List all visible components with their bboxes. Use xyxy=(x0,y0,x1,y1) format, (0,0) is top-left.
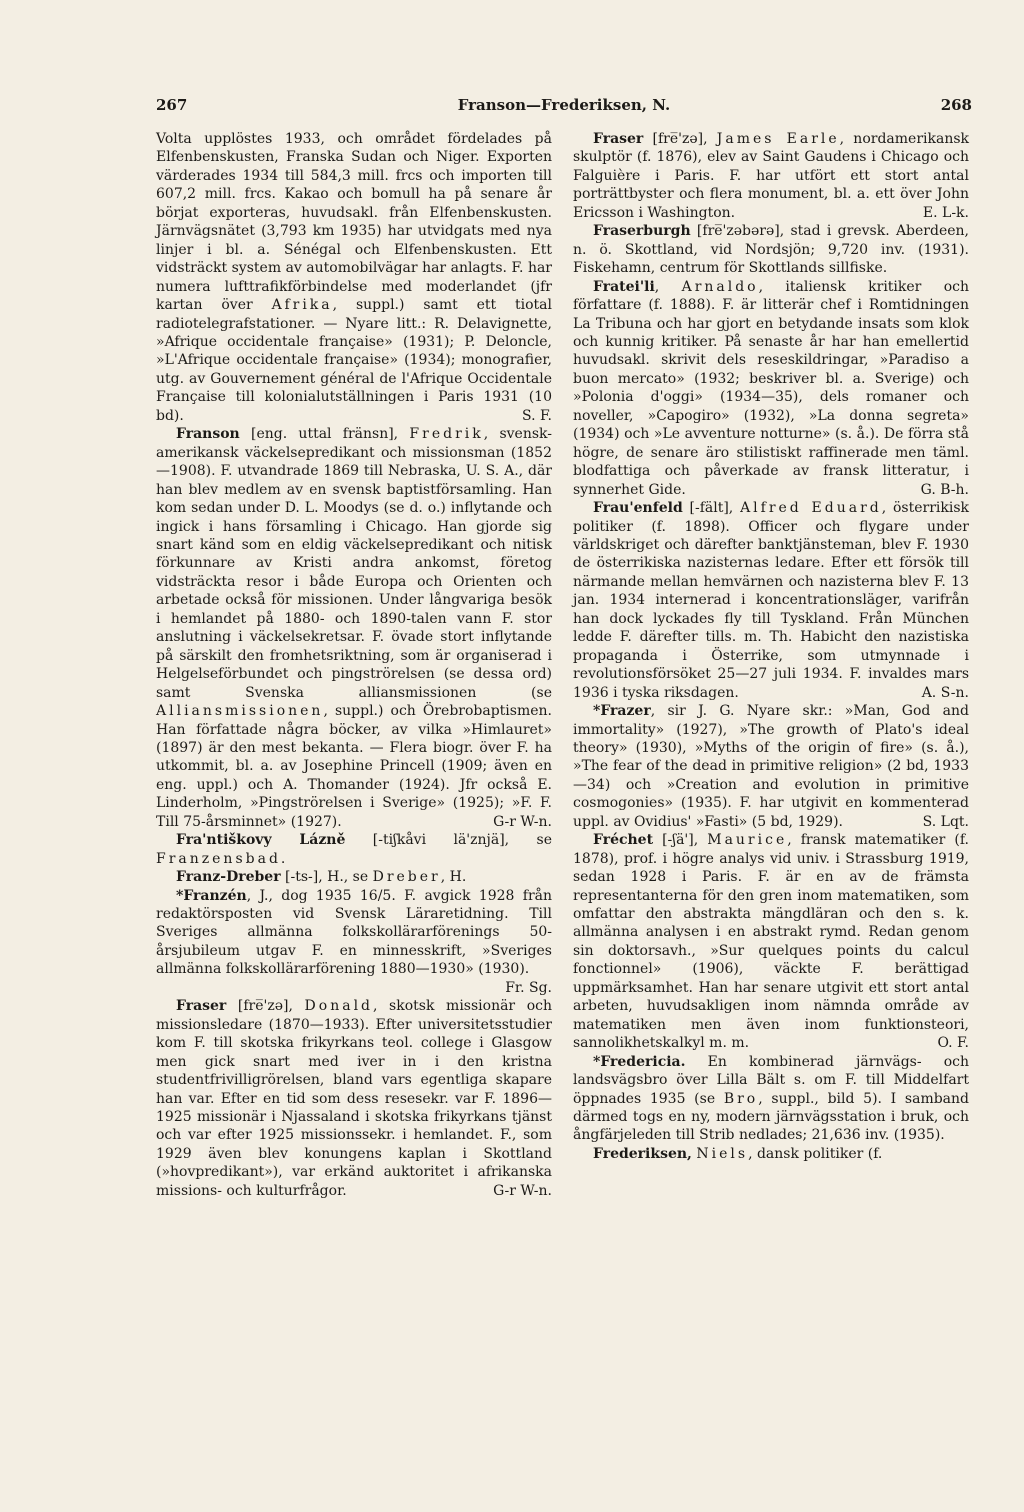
entry-frederiksen: Frederiksen, Niels, dansk politiker (f. xyxy=(593,1145,883,1162)
entry-frazer: *Frazer, sir J. G. Nyare skr.: »Man, God and immortality» (1927), »The growth of Plato's ideal theory» (1930), »Myths of the origin of fire» (s. å.), »The fear of the dead in primitive religion» (2 bd, 1933—34) och »Creation and evolution in primitive cosmogonies» (1935). F. har utgivit en kommenterad uppl. av Ovidius' »Fasti» (5 bd, 1929). S. Lqt. xyxy=(573,703,969,830)
headword: Fraser xyxy=(176,998,227,1015)
entry-frantiskovy-lazne: Fra'ntiškovy Lázně [-tiʃkåvi lä'znjä], se Franzensbad. xyxy=(156,832,552,867)
headword: Fréchet xyxy=(593,832,654,849)
entry-frechet: Fréchet [-ʃä'], Maurice, fransk matematiker (f. 1878), prof. i högre analys vid univ. i Strassburg 1919, sedan 1928 i Paris. F. är en av de främsta representanterna för den gren inom matematiken, som omfattar den abstrakta mängdläran och den s. k. allmänna analysen i en abstrakt rymd. Redan genom sin doktorsavh., »Sur quelques points du calcul fonctionnel» (1906), väckte F. berättigad uppmärksamhet. Han har senare utgivit ett stort antal arbeten, huvudsakligen inom nämnda område av matematiken men även inom funktionsteori, sannolikhetskalkyl m. m. O. F. xyxy=(573,832,969,1052)
headword: Fratei'li xyxy=(593,278,655,295)
page-number-right: 268 xyxy=(940,96,972,114)
headword: Fra'ntiškovy Lázně xyxy=(176,832,346,849)
headword: Franson xyxy=(176,426,240,443)
headword: Fraserburgh xyxy=(593,223,691,240)
author-signature: O. F. xyxy=(937,1035,969,1052)
headword: Frau'enfeld xyxy=(593,500,683,517)
author-signature: E. L-k. xyxy=(922,204,969,221)
headword: *Fredericia. xyxy=(593,1053,686,1070)
entry-franson: Franson [eng. uttal fränsn], Fredrik, svensk-amerikansk väckelsepredikant och missionsman (1852—1908). F. utvandrade 1869 till Nebraska, U. S. A., där han blev medlem av en svensk baptistförsamling. Han kom sedan under D. L. Moodys (se d. o.) inflytande och ingick i hans församling i Chicago. Han gjorde sig snart känd som en eldig väckelsepredikant och nitisk förkunnare av Kristi andra ankomst, företog vidsträckta resor i både Europa och Orienten och arbetade också för missionen. Under långvariga besök i hemlandet på 1880- och 1890-talen vann F. stor anslutning i väckelsekretsar. F. övade stort inflytande på särskilt den fromhetsriktning, som är organiserad i Helgelseförbundet och pingströrelsen (se dessa ord) samt Svenska alliansmissionen (se Alliansmissionen, suppl.) och Örebrobaptismen. Han författade några böcker, av vilka »Himlauret» (1897) är den mest bekanta. — Flera biogr. över F. ha utkommit, bl. a. av Josephine Princell (1909; även en eng. uppl.) och A. Thomander (1924). Jfr också E. Linderholm, »Pingströrelsen i Sverige» (1925); »F. F. Till 75-årsminnet» (1927). G-r W-n. xyxy=(156,426,552,830)
headword: *Franzén xyxy=(176,887,247,904)
entry-frauenfeld: Frau'enfeld [-fält], Alfred Eduard, österrikisk politiker (f. 1898). Officer och flygare under världskriget och därefter banktjänsteman, blev F. 1930 de österrikiska nazisternas ledare. Efter ett försök till närmande mellan hemvärnen och nazisterna blev F. 13 jan. 1934 internerad i koncentrationsläger, varifrån han dock lyckades fly till Tyskland. Från München ledde F. därefter tills. m. Th. Habicht den nazistiska propaganda i Österrike, som utmynnade i revolutionsförsöket 25—27 juli 1934. F. invaldes mars 1936 i tyska riksdagen. A. S-n. xyxy=(573,500,970,701)
page-number-left: 267 xyxy=(156,96,188,114)
headword: *Frazer xyxy=(593,703,651,720)
author-signature: G-r W-n. xyxy=(493,813,552,830)
author-signature: S. Lqt. xyxy=(922,813,969,830)
author-signature: Fr. Sg. xyxy=(505,979,552,996)
entry-franzen: *Franzén, J., dog 1935 16/5. F. avgick 1928 från redaktörsposten vid Svensk Läraretidning. Till Sveriges allmänna folkskollärarförenings 50-årsjubileum utgav F. en minnesskrift, »Sveriges allmänna folkskollärarförening 1880—1930» (1930). Fr. Sg. xyxy=(156,887,552,996)
entry-fraser-donald: Fraser [fre̅'zə], Donald, skotsk missionär och missionsledare (1870—1933). Efter universitetsstudier kom F. till skotska frikyrkans teol. college i Glasgow men gick snart med iver in i den kristna studentfrivilligrörelsen, bland vars egentliga skapare han var. Efter en tid som dess resesekr. var F. 1896—1925 missionär i Njassaland i skotska frikyrkans tjänst och var efter 1925 missionssekr. i hemlandet. F., som 1929 även blev konungens kaplan i Skottland (»hovpredikant»), var erkänd auktoritet i afrikanska missions- och kulturfrågor. G-r W-n. xyxy=(156,998,552,1199)
left-column xyxy=(156,130,552,1200)
right-column xyxy=(573,130,969,1163)
page-header xyxy=(156,96,972,120)
author-signature: G-r W-n. xyxy=(493,1182,552,1199)
headword: Franz-Dreber xyxy=(176,869,281,886)
entry-frateili: Fratei'li, Arnaldo, italiensk kritiker och författare (f. 1888). F. är litterär chef i Romtidningen La Tribuna och har gjort en betydande insats som klok och kunnig kritiker. På senaste år har han emellertid huvudsakl. skrivit dels reseskildringar, »Paradiso a buon mercato» (1932; beskriver bl. a. Sverige) och »Polonia d'oggi» (1934—35), dels romaner och noveller, »Capogiro» (1932), »La donna segreta» (1934) och »Le avventure notturne» (s. å.). De förra stå högre, de senare äro stilistiskt raffinerade men täml. blodfattiga och påverkade av fransk litteratur, i synnerhet Gide. G. B-h. xyxy=(573,278,969,498)
headword: Frederiksen, xyxy=(593,1145,692,1162)
entry-volta-continuation: Volta upplöstes 1933, och området fördelades på Elfenbenskusten, Franska Sudan och Niger. Exporten värderades 1934 till 584,3 mill. frcs och importen till 607,2 mill. frcs. Kakao och bomull ha på senare år börjat exporteras, huvudsakl. från Elfenbenskusten. Järnvägsnätet (3,793 km 1935) har utvidgats med nya linjer i bl. a. Sénégal och Elfenbenskusten. Ett vidsträckt system av automobilvägar har anlagts. F. har numera lufttrafikförbindelse med moderlandet (jfr kartan över Afrika, suppl.) samt ett tiotal radiotelegrafstationer. — Nyare litt.: R. Delavignette, »Afrique occidentale française» (1931); P. Deloncle, »L'Afrique occidentale française» (1934); monografier, utg. av Gouvernement général de l'Afrique Occidentale Française till kolonialutställningen i Paris 1931 (10 bd). S. F. xyxy=(156,131,553,424)
headword: Fraser xyxy=(593,131,644,147)
author-signature: A. S-n. xyxy=(921,684,969,701)
running-title: Franson—Frederiksen, N. xyxy=(457,96,671,114)
author-signature: G. B-h. xyxy=(920,481,969,498)
entry-fraserburgh: Fraserburgh [fre̅'zəbərə], stad i grevsk. Aberdeen, n. ö. Skottland, vid Nordsjön; 9,720 inv. (1931). Fiskehamn, centrum för Skottlands sillfiske. xyxy=(573,223,969,277)
entry-fredericia: *Fredericia. En kombinerad järnvägs- och landsvägsbro över Lilla Bält s. om F. till Middelfart öppnades 1935 (se Bro, suppl., bild 5). I samband därmed togs en ny, modern järnvägsstation i bruk, och ångfärjeleden till Strib nedlades; 21,636 inv. (1935). xyxy=(573,1053,970,1144)
author-signature: S. F. xyxy=(522,407,552,424)
entry-franz-dreber: Franz-Dreber [-ts-], H., se Dreber, H. xyxy=(176,869,467,886)
entry-fraser-james: Fraser [fre̅'zə], James Earle, nordamerikansk skulptör (f. 1876), elev av Saint Gaudens i Chicago och Falguière i Paris. F. har utfört ett stort antal porträttbyster och flera monument, bl. a. ett över John Ericsson i Washington. E. L-k. xyxy=(573,131,970,221)
